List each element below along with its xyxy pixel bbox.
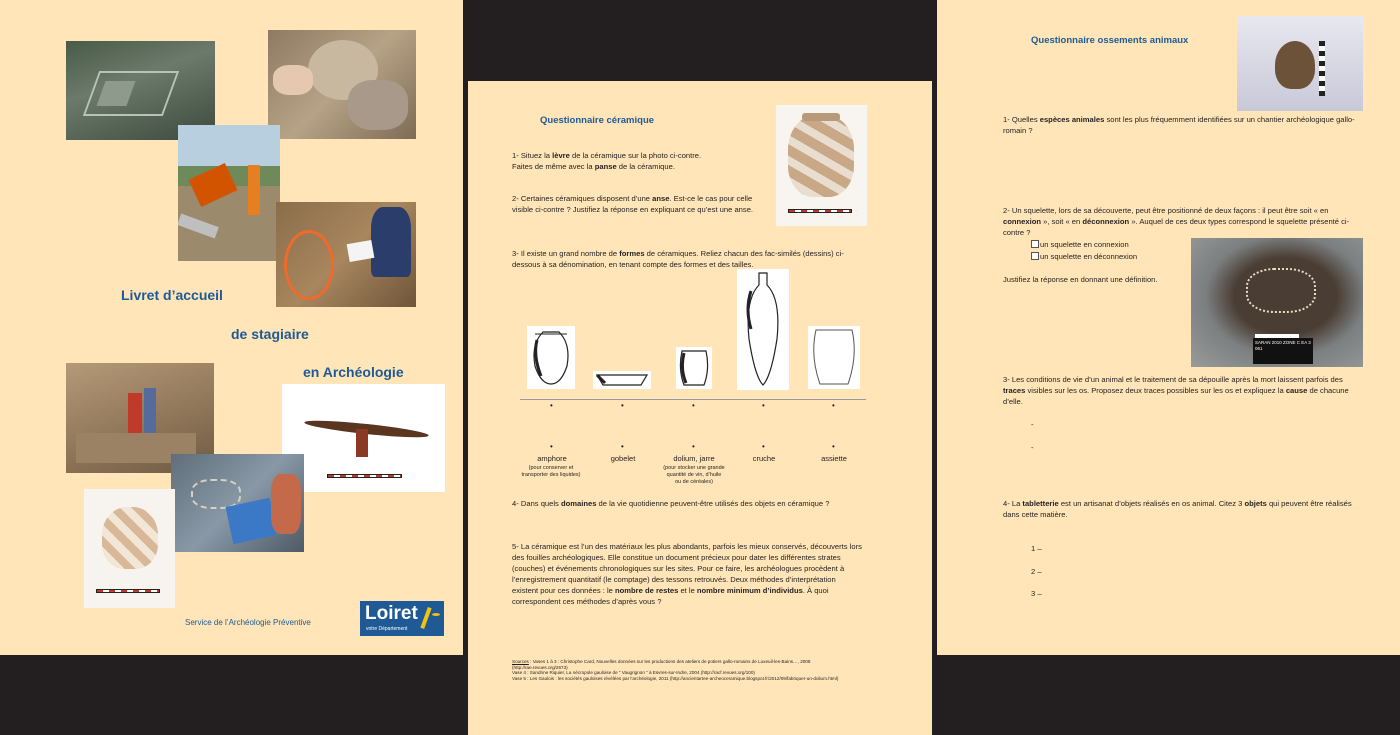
dot-bottom-1: •	[550, 442, 553, 451]
ossements-q4: 4- La tabletterie est un artisanat d’objets réalisés en os animal. Citez 3 objets qui peuvent être réalisés dans cette matière.	[1003, 499, 1352, 519]
wave-icon	[432, 613, 440, 616]
photo-drawing-plan	[276, 202, 416, 307]
photo-excavator	[178, 125, 280, 261]
drawings-baseline	[520, 399, 866, 400]
photo-skeleton-drawing	[171, 454, 304, 552]
drawing-dolium	[808, 326, 860, 389]
name-cruche: cruche	[752, 454, 776, 463]
dot-bottom-2: •	[621, 442, 624, 451]
dot-top-3: •	[692, 401, 695, 410]
drawing-tall-amphora	[737, 269, 789, 390]
object-line-1: 1 –	[1031, 544, 1042, 553]
dot-bottom-3: •	[692, 442, 695, 451]
dot-bottom-4: •	[762, 442, 765, 451]
service-name: Service de l’Archéologie Préventive	[185, 618, 311, 627]
photo-repaired-vase	[84, 489, 175, 608]
name-assiette: assiette	[821, 454, 847, 463]
cover-page	[0, 0, 463, 655]
loiret-logo[interactable]	[360, 601, 444, 636]
name-gobelet: gobelet	[610, 454, 636, 463]
ossements-q1: 1- Quelles espèces animales sont les plus fréquemment identifiées sur un chantier archéologique gallo-romain ?	[1003, 115, 1355, 135]
dot-top-5: •	[832, 401, 835, 410]
ossements-q3: 3- Les conditions de vie d’un animal et le traitement de sa dépouille après la mort laissent parfois des traces visibles sur les os. Proposez deux traces possibles sur les os et expliquez la cause de chacune d’elle.	[1003, 375, 1349, 406]
ossements-page	[937, 0, 1400, 655]
ceramique-q1: 1- Situez la lèvre de la céramique sur la photo ci-contre. Faites de même avec la panse de la céramique.	[512, 151, 702, 171]
cover-title-line1: Livret d’accueil	[121, 287, 223, 303]
photo-ceramic-vase	[776, 105, 867, 226]
ossements-title: Questionnaire ossements animaux	[1031, 35, 1189, 46]
photo-animal-skull	[1237, 16, 1363, 111]
logo-subtext: votre Département	[366, 626, 408, 632]
drawing-dish	[593, 371, 651, 389]
fleur-icon	[420, 607, 431, 629]
justify-text: Justifiez la réponse en donnant une définition.	[1003, 275, 1158, 284]
option-connexion: un squelette en connexion	[1040, 240, 1129, 249]
ceramique-q2: 2- Certaines céramiques disposent d’une anse. Est-ce le cas pour celle visible ci-contre ? Justifiez la réponse en expliquant ce qu’est une anse.	[512, 194, 754, 214]
ceramique-page	[468, 81, 932, 735]
photo-skeleton-pit	[1191, 238, 1363, 367]
trace-dash-2: -	[1031, 443, 1034, 452]
dolium-subtitle: (pour stocker une grande quantité de vin, d’huile ou de céréales)	[663, 465, 725, 485]
drawing-goblet	[676, 347, 712, 389]
logo-text: Loiret	[365, 603, 418, 624]
object-line-3: 3 –	[1031, 589, 1042, 598]
dot-top-2: •	[621, 401, 624, 410]
ceramique-q5: 5- La céramique est l’un des matériaux les plus abondants, parfois les mieux conservés, découverts lors des fouilles archéologiques. Elle constitue un document précieux pour dater les différentes strates (couches) et événements chronologiques sur les sites. Pour ce faire, les archéologues procèdent à l’enregistrement quantitatif (le comptage) des tessons retrouvés. Deux méthodes d’interprétation existent pour ces données : le nombre de restes et le nombre minimum d’individus. À quoi correspondent ces méthodes d’après vous ?	[512, 542, 862, 606]
option-deconnexion: un squelette en déconnexion	[1040, 252, 1138, 261]
ceramique-q3: 3- Il existe un grand nombre de formes de céramiques. Reliez chacun des fac-similés (dessins) ci-dessous à sa dénomination, en tenant compte des formes et des tailles.	[512, 249, 844, 269]
ceramique-title: Questionnaire céramique	[540, 115, 655, 126]
site-tag: SARAN 2010 ZONE C EA 3 061	[1253, 338, 1313, 364]
ossements-q2: 2- Un squelette, lors de sa découverte, peut être positionné de deux façons : il peut être soit « en connexion », soit « en déconnexion ». Auquel de ces deux types correspond le squelette présenté ci-contre ?	[1003, 206, 1350, 237]
sources-block: Sources : Vases 1 à 3 : Christophe Card, Nouvelles données sur les productions des ateliers de potiers gallo-romains de Luxeuil-les-Bains…, 2008 (http://rae.revues.org/2673) Vase 4 : Sandrine Riquier, La nécropole gauloise de “ Vaugrignon ” à Esvres-sur-Indre, 2004 (http://racf.revues.org/100) Vase 5 : Les Gaulois : les sociétés gauloises révélées par l’archéologie, 2011 (http://ancientartee-archeoceramique.blogspot.fr/2012/09/fabriquer-un-dolium.html)	[512, 659, 839, 681]
cover-title-line2: de stagiaire	[231, 326, 309, 342]
checkbox-connexion[interactable]	[1031, 240, 1039, 248]
photo-iron-pick	[282, 384, 445, 492]
name-amphore: amphore	[537, 454, 567, 463]
photo-pottery-excavation	[268, 30, 416, 139]
trace-dash-1: -	[1031, 420, 1034, 429]
object-line-2: 2 –	[1031, 567, 1042, 576]
dot-bottom-5: •	[832, 442, 835, 451]
drawing-amphora-ovoid	[527, 326, 575, 389]
dot-top-1: •	[550, 401, 553, 410]
cover-title-line3: en Archéologie	[303, 364, 404, 380]
amphore-subtitle: (pour conserver et transporter des liquides)	[521, 465, 581, 478]
checkbox-deconnexion[interactable]	[1031, 252, 1039, 260]
ceramique-q4: 4- Dans quels domaines de la vie quotidienne peuvent-être utilisés des objets en céramique ?	[512, 499, 830, 508]
name-dolium: dolium, jarre	[673, 454, 715, 463]
dot-top-4: •	[762, 401, 765, 410]
